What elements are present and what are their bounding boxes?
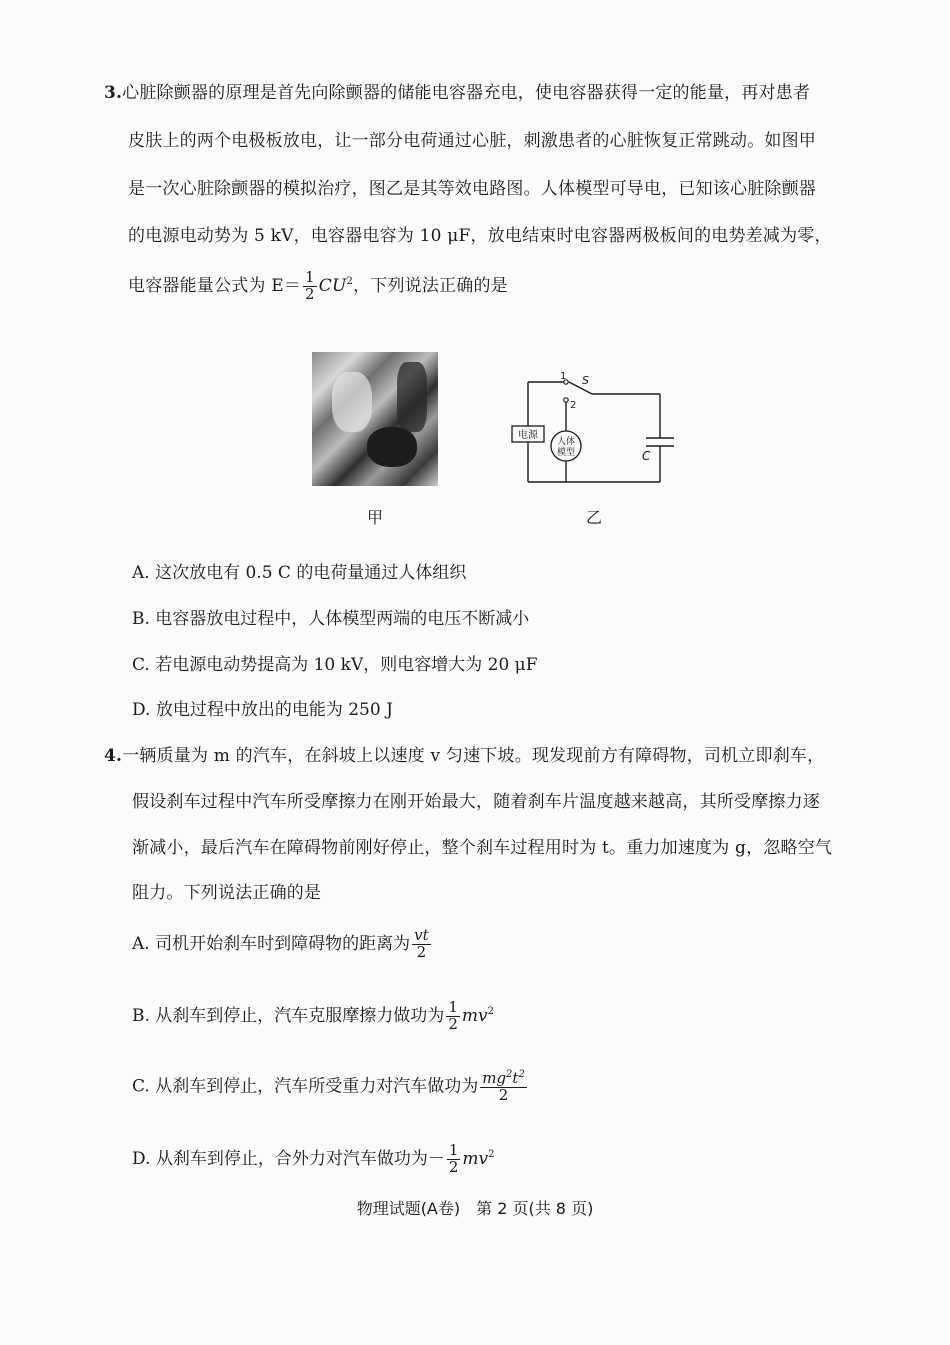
q4-option-d-fraction: $\frac{1}{2}$ (448, 1141, 459, 1176)
q4-option-c[interactable]: C. 从刹车到停止，汽车所受重力对汽车做功为 $\frac{mg^2t^2}{2}$ (132, 1069, 525, 1104)
body-model-label-1: 人体 (556, 437, 576, 447)
q4-text-1: 一辆质量为 m 的汽车，在斜坡上以速度 v 匀速下坡。现发现前方有障碍物，司机立即刹车， (122, 746, 825, 766)
q3-text-1: 心脏除颤器的原理是首先向除颤器的储能电容器充电，使电容器获得一定的能量，再对患者 (122, 83, 811, 103)
power-source-label: 电源 (518, 430, 538, 441)
q3-line-2: 皮肤上的两个电极板放电，让一部分电荷通过心脏，刺激患者的心脏恢复正常跳动。如图甲 (128, 131, 816, 151)
q4-number: 4. (104, 746, 123, 766)
q3-formula-suffix: ，下列说法正确的是 (353, 275, 508, 296)
figure-jia-photo (312, 352, 438, 486)
q4-option-c-fraction: $\frac{mg^2t^2}{2}$ (482, 1069, 525, 1104)
q4-line-3: 渐减小，最后汽车在障碍物前刚好停止，整个刹车过程用时为 t。重力加速度为 g，忽略空气 (132, 838, 833, 858)
q4-line-2: 假设刹车过程中汽车所受摩擦力在刚开始最大，随着刹车片温度越来越高，其所受摩擦力逐 (132, 792, 820, 812)
switch-contact-2 (564, 398, 568, 402)
q4-option-b-fraction: $\frac{1}{2}$ (448, 998, 458, 1033)
q3-option-a[interactable]: A. 这次放电有 0.5 C 的电荷量通过人体组织 (132, 563, 467, 583)
q4-option-d[interactable]: D. 从刹车到停止，合外力对汽车做功为－ $\frac{1}{2}$ $mv^2$ (132, 1141, 495, 1176)
q4-line-1 (104, 741, 824, 766)
q3-option-b[interactable]: B. 电容器放电过程中，人体模型两端的电压不断减小 (132, 609, 530, 629)
q3-line-1 (104, 78, 810, 103)
switch-label: S (582, 374, 589, 387)
q3-number: 3. (104, 83, 123, 103)
capacitor-label: C (642, 449, 651, 463)
q4-line-4: 阻力。下列说法正确的是 (132, 883, 322, 903)
page-footer: 物理试题(A卷) 第 2 页(共 8 页) (356, 1199, 594, 1218)
q4-option-a-fraction: $\frac{vt}{2}$ (414, 926, 429, 961)
q3-line-4: 的电源电动势为 5 kV，电容器电容为 10 μF，放电结束时电容器两极板间的电势差减为零， (128, 226, 832, 246)
switch-position-2-label: 2 (570, 400, 577, 411)
q4-option-a[interactable]: A. 司机开始刹车时到障碍物的距离为 $\frac{vt}{2}$ (132, 926, 429, 961)
q3-formula-line: 电容器能量公式为 E＝ $\frac{1}{2}$ $CU^2$，下列说法正确的是 (128, 268, 508, 303)
body-model-label-2: 模型 (556, 448, 576, 458)
q3-formula-prefix: 电容器能量公式为 E＝ (128, 275, 302, 296)
q3-line-3: 是一次心脏除颤器的模拟治疗，图乙是其等效电路图。人体模型可导电，已知该心脏除颤器 (128, 179, 816, 199)
q3-option-d[interactable]: D. 放电过程中放出的电能为 250 J (132, 700, 393, 720)
q4-option-b[interactable]: B. 从刹车到停止，汽车克服摩擦力做功为 $\frac{1}{2}$ $mv^2$ (132, 998, 494, 1033)
q3-formula-fraction: $\frac{1}{2}$ (305, 268, 315, 303)
figure-jia-caption: 甲 (367, 508, 384, 527)
figure-yi-caption: 乙 (586, 508, 603, 527)
switch-position-1-label: 1 (560, 371, 567, 382)
q3-formula-cu: CU (318, 275, 347, 296)
figure-yi-circuit (500, 360, 690, 495)
q3-option-c[interactable]: C. 若电源电动势提高为 10 kV，则电容增大为 20 μF (132, 655, 538, 675)
